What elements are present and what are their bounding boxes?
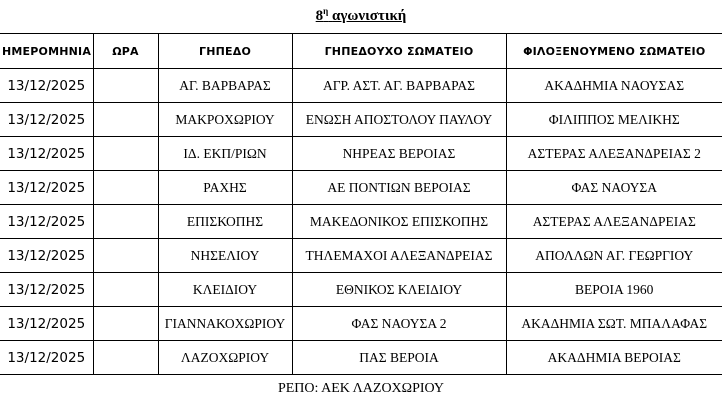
table-row [0, 273, 722, 307]
venue-cell: ΡΑΧΗΣ [158, 171, 292, 205]
away-team-cell: ΒΕΡΟΙΑ 1960 [506, 273, 722, 307]
table-row [0, 137, 722, 171]
away-team-cell: ΑΚΑΔΗΜΙΑ ΣΩΤ. ΜΠΑΛΑΦΑΣ [506, 307, 722, 341]
home-team-cell: ΦΑΣ ΝΑΟΥΣΑ 2 [292, 307, 506, 341]
table-row [0, 341, 722, 375]
venue-cell: ΜΑΚΡΟΧΩΡΙΟΥ [158, 103, 292, 137]
away-team-cell: ΑΠΟΛΛΩΝ ΑΓ. ΓΕΩΡΓΙΟΥ [506, 239, 722, 273]
home-team-cell: ΠΑΣ ΒΕΡΟΙΑ [292, 341, 506, 375]
table-row [0, 69, 722, 103]
home-team-cell: ΑΕ ΠΟΝΤΙΩΝ ΒΕΡΟΙΑΣ [292, 171, 506, 205]
time-cell [93, 239, 158, 273]
date-cell: 13/12/2025 [0, 307, 93, 341]
home-team-cell: ΕΝΩΣΗ ΑΠΟΣΤΟΛΟΥ ΠΑΥΛΟΥ [292, 103, 506, 137]
time-cell [93, 103, 158, 137]
venue-cell: ΙΔ. ΕΚΠ/ΡΙΩΝ [158, 137, 292, 171]
date-cell: 13/12/2025 [0, 205, 93, 239]
home-team-cell: ΑΓΡ. ΑΣΤ. ΑΓ. ΒΑΡΒΑΡΑΣ [292, 69, 506, 103]
date-cell: 13/12/2025 [0, 103, 93, 137]
away-team-cell: ΑΣΤΕΡΑΣ ΑΛΕΞΑΝΔΡΕΙΑΣ [506, 205, 722, 239]
column-header-home-team: ΓΗΠΕΔΟΥΧΟ ΣΩΜΑΤΕΙΟ [292, 34, 506, 69]
away-team-cell: ΦΑΣ ΝΑΟΥΣΑ [506, 171, 722, 205]
home-team-cell: ΤΗΛΕΜΑΧΟΙ ΑΛΕΞΑΝΔΡΕΙΑΣ [292, 239, 506, 273]
date-cell: 13/12/2025 [0, 239, 93, 273]
time-cell [93, 205, 158, 239]
home-team-cell: ΜΑΚΕΔΟΝΙΚΟΣ ΕΠΙΣΚΟΠΗΣ [292, 205, 506, 239]
venue-cell: ΓΙΑΝΝΑΚΟΧΩΡΙΟΥ [158, 307, 292, 341]
table-row [0, 205, 722, 239]
table-row [0, 103, 722, 137]
bye-team-note: ΡΕΠΟ: ΑΕΚ ΛΑΖΟΧΩΡΙΟΥ [277, 381, 445, 396]
date-cell: 13/12/2025 [0, 171, 93, 205]
column-header-venue: ΓΗΠΕΔΟ [158, 34, 292, 69]
match-schedule-table [0, 33, 722, 375]
table-body [0, 69, 722, 375]
time-cell [93, 273, 158, 307]
table-header-row [0, 34, 722, 69]
away-team-cell: ΑΚΑΔΗΜΙΑ ΝΑΟΥΣΑΣ [506, 69, 722, 103]
away-team-cell: ΑΣΤΕΡΑΣ ΑΛΕΞΑΝΔΡΕΙΑΣ 2 [506, 137, 722, 171]
venue-cell: ΝΗΣΕΛΙΟΥ [158, 239, 292, 273]
home-team-cell: ΕΘΝΙΚΟΣ ΚΛΕΙΔΙΟΥ [292, 273, 506, 307]
away-team-cell: ΑΚΑΔΗΜΙΑ ΒΕΡΟΙΑΣ [506, 341, 722, 375]
table-row [0, 171, 722, 205]
venue-cell: ΚΛΕΙΔΙΟΥ [158, 273, 292, 307]
round-title-text: αγωνιστική [332, 8, 407, 24]
time-cell [93, 69, 158, 103]
venue-cell: ΕΠΙΣΚΟΠΗΣ [158, 205, 292, 239]
date-cell: 13/12/2025 [0, 273, 93, 307]
home-team-cell: ΝΗΡΕΑΣ ΒΕΡΟΙΑΣ [292, 137, 506, 171]
venue-cell: ΛΑΖΟΧΩΡΙΟΥ [158, 341, 292, 375]
time-cell [93, 171, 158, 205]
table-row [0, 239, 722, 273]
column-header-time: ΩΡΑ [93, 34, 158, 69]
round-ordinal-suffix: η [323, 6, 329, 16]
away-team-cell: ΦΙΛΙΠΠΟΣ ΜΕΛΙΚΗΣ [506, 103, 722, 137]
time-cell [93, 137, 158, 171]
round-number: 8 [315, 8, 324, 24]
date-cell: 13/12/2025 [0, 137, 93, 171]
date-cell: 13/12/2025 [0, 69, 93, 103]
venue-cell: ΑΓ. ΒΑΡΒΑΡΑΣ [158, 69, 292, 103]
column-header-away-team: ΦΙΛΟΞΕΝΟΥΜΕΝΟ ΣΩΜΑΤΕΙΟ [506, 34, 722, 69]
round-title [0, 6, 722, 26]
table-row [0, 307, 722, 341]
date-cell: 13/12/2025 [0, 341, 93, 375]
time-cell [93, 307, 158, 341]
column-header-date: ΗΜΕΡΟΜΗΝΙΑ [0, 34, 93, 69]
time-cell [93, 341, 158, 375]
